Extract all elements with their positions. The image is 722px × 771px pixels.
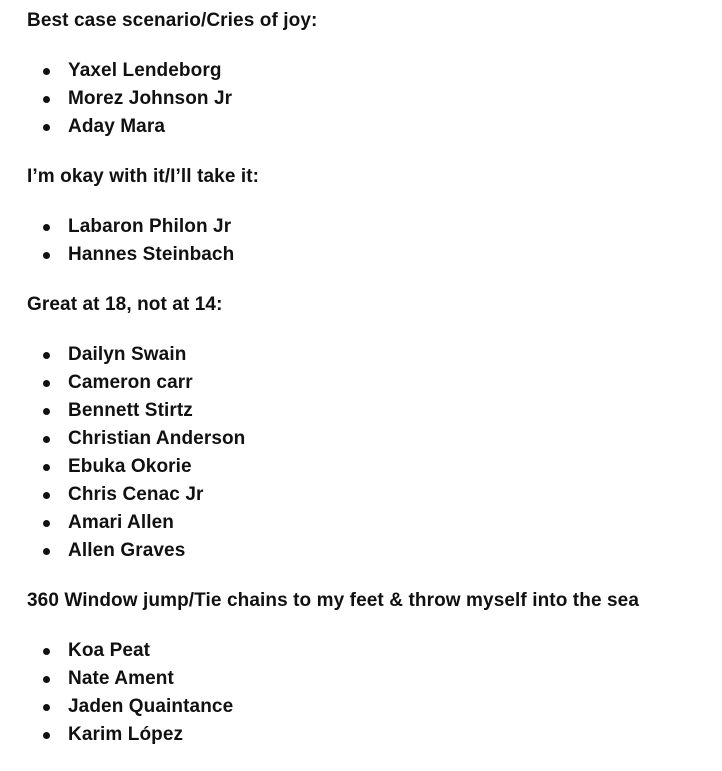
list-item — [27, 693, 717, 721]
bullet-icon — [43, 520, 50, 527]
list-item — [27, 57, 717, 85]
item-text: Aday Mara — [68, 116, 165, 137]
section-heading: Best case scenario/Cries of joy: — [27, 10, 318, 31]
list-item — [27, 665, 717, 693]
section-heading: 360 Window jump/Tie chains to my feet & throw myself into the sea — [27, 590, 639, 611]
item-text: Amari Allen — [68, 512, 174, 533]
section-window-jump — [27, 587, 717, 749]
bullet-list — [27, 57, 717, 141]
section-heading: Great at 18, not at 14: — [27, 294, 223, 315]
bullet-icon — [43, 676, 50, 683]
list-item — [27, 85, 717, 113]
section-best-case — [27, 7, 717, 141]
list-item — [27, 397, 717, 425]
list-item — [27, 481, 717, 509]
bullet-icon — [43, 548, 50, 555]
item-text: Nate Ament — [68, 668, 174, 689]
item-text: Allen Graves — [68, 540, 186, 561]
item-text: Labaron Philon Jr — [68, 216, 232, 237]
list-item — [27, 721, 717, 749]
bullet-list — [27, 213, 717, 269]
bullet-icon — [43, 492, 50, 499]
section-heading: I’m okay with it/I’ll take it: — [27, 166, 260, 187]
bullet-icon — [43, 380, 50, 387]
item-text: Hannes Steinbach — [68, 244, 235, 265]
list-item — [27, 341, 717, 369]
bullet-icon — [43, 224, 50, 231]
section-okay-with-it — [27, 163, 717, 269]
bullet-icon — [43, 732, 50, 739]
item-text: Ebuka Okorie — [68, 456, 192, 477]
item-text: Karim López — [68, 724, 184, 745]
bullet-icon — [43, 464, 50, 471]
bullet-icon — [43, 68, 50, 75]
bullet-icon — [43, 648, 50, 655]
list-item — [27, 425, 717, 453]
item-text: Cameron carr — [68, 372, 193, 393]
bullet-icon — [43, 704, 50, 711]
item-text: Chris Cenac Jr — [68, 484, 204, 505]
bullet-icon — [43, 436, 50, 443]
item-text: Bennett Stirtz — [68, 400, 193, 421]
bullet-list — [27, 637, 717, 749]
list-item — [27, 241, 717, 269]
bullet-icon — [43, 124, 50, 131]
list-item — [27, 369, 717, 397]
list-item — [27, 537, 717, 565]
bullet-icon — [43, 96, 50, 103]
document-body — [27, 7, 717, 771]
item-text: Koa Peat — [68, 640, 151, 661]
bullet-icon — [43, 408, 50, 415]
list-item — [27, 637, 717, 665]
list-item — [27, 453, 717, 481]
item-text: Jaden Quaintance — [68, 696, 234, 717]
bullet-icon — [43, 352, 50, 359]
section-great-at-18 — [27, 291, 717, 565]
item-text: Christian Anderson — [68, 428, 246, 449]
item-text: Morez Johnson Jr — [68, 88, 233, 109]
list-item — [27, 113, 717, 141]
bullet-list — [27, 341, 717, 565]
list-item — [27, 509, 717, 537]
item-text: Yaxel Lendeborg — [68, 60, 222, 81]
list-item — [27, 213, 717, 241]
bullet-icon — [43, 252, 50, 259]
item-text: Dailyn Swain — [68, 344, 187, 365]
